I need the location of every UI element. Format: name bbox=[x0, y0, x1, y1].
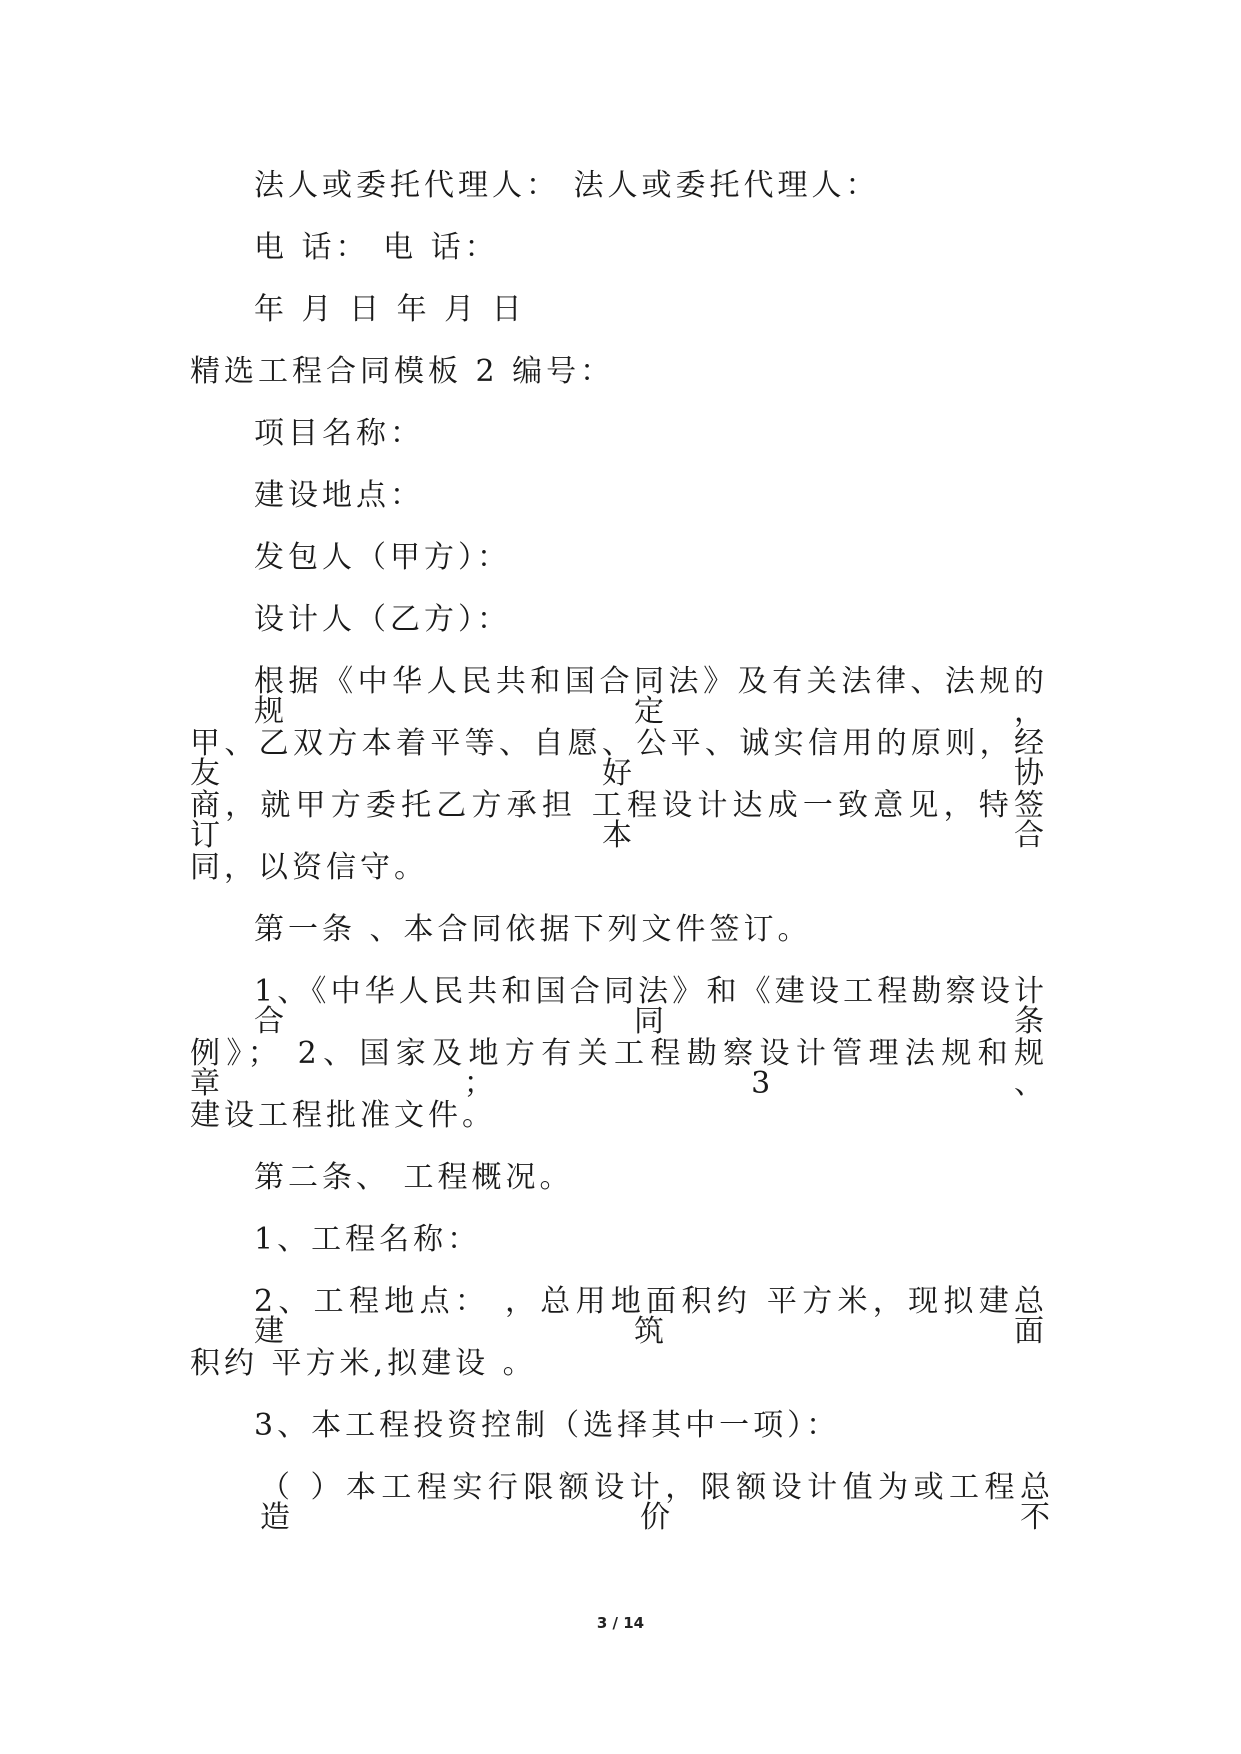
article-two-heading: 第二条、 工程概况。 bbox=[254, 1160, 574, 1195]
signatory-date-line: 年 月 日 年 月 日 bbox=[254, 292, 526, 327]
project-name-field: 项目名称： bbox=[254, 416, 424, 451]
project-name-item: 1、工程名称： bbox=[254, 1222, 482, 1257]
article-one-item-line: 建设工程批准文件。 bbox=[190, 1098, 496, 1133]
preamble-paragraph-line: 根据《中华人民共和国合同法》及有关法律、法规的规定， bbox=[254, 664, 1048, 729]
page-number: 3 / 14 bbox=[596, 1614, 645, 1632]
designer-party-b-field: 设计人（乙方）： bbox=[254, 602, 511, 637]
investment-control-item: 3、本工程投资控制（选择其中一项）： bbox=[254, 1408, 841, 1443]
article-one-item-line: 1、《中华人民共和国合同法》和《建设工程勘察设计合同条 bbox=[254, 974, 1048, 1039]
article-one-heading: 第一条 、本合同依据下列文件签订。 bbox=[254, 912, 812, 947]
preamble-paragraph-line: 同，以资信守。 bbox=[190, 850, 428, 885]
preamble-paragraph-line: 商，就甲方委托乙方承担 工程设计达成一致意见，特签订本合 bbox=[190, 788, 1048, 853]
contract-title-heading: 精选工程合同模板 2 编号： bbox=[190, 354, 615, 389]
signatory-phone-line: 电 话： 电 话： bbox=[254, 230, 499, 265]
article-one-item-line: 例》； 2、国家及地方有关工程勘察设计管理法规和规章； 3、 bbox=[190, 1036, 1048, 1101]
project-location-item-line: 积约 平方米,拟建设 。 bbox=[190, 1346, 537, 1381]
limit-design-option-line: （ ）本工程实行限额设计，限额设计值为或工程总造价不 bbox=[260, 1470, 1054, 1535]
project-location-item-line: 2、工程地点： ，总用地面积约 平方米，现拟建总建筑面 bbox=[254, 1284, 1048, 1349]
construction-site-field: 建设地点： bbox=[254, 478, 424, 513]
signatory-representative-line: 法人或委托代理人： 法人或委托代理人： bbox=[254, 168, 880, 203]
employer-party-a-field: 发包人（甲方）： bbox=[254, 540, 511, 575]
preamble-paragraph-line: 甲、乙双方本着平等、自愿、公平、诚实信用的原则，经友好协 bbox=[190, 726, 1048, 791]
